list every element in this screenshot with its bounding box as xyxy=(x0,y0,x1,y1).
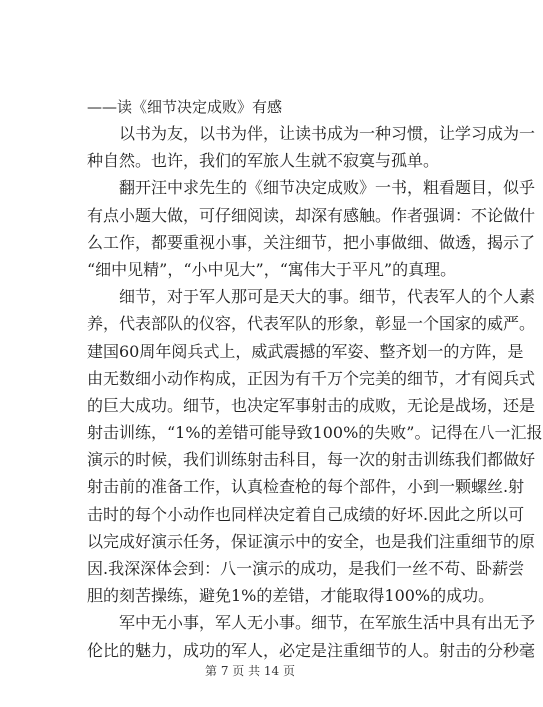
body-line: 射击前的准备工作，认真检查枪的每个部件，小到一颗螺丝.射 xyxy=(87,477,525,497)
body-line: 伦比的魅力，成功的军人，必定是注重细节的人。射击的分秒毫 xyxy=(87,640,536,660)
body-line: 的巨大成功。细节，也决定军事射击的成败，无论是战场，还是 xyxy=(87,395,536,415)
body-line: 击时的每个小动作也同样决定着自己成绩的好坏.因此之所以可 xyxy=(87,504,525,524)
body-line: 因.我深深体会到：八一演示的成功，是我们一丝不苟、卧薪尝 xyxy=(87,559,525,578)
document-body xyxy=(87,94,543,664)
body-line: 演示的时候，我们训练射击科目，每一次的射击训练我们都做好 xyxy=(87,450,536,470)
body-line: 射击训练，“1%的差错可能导致100%的失败”。记得在八一汇报 xyxy=(87,423,543,443)
page-number-footer: 第 7 页 共 14 页 xyxy=(205,664,295,678)
document-subtitle: ——读《细节决定成败》有感 xyxy=(87,98,283,116)
body-line: 细节，对于军人那可是天大的事。细节，代表军人的个人素 xyxy=(87,287,536,307)
body-line: 胆的刻苦操练，避免1%的差错，才能取得100%的成功。 xyxy=(87,586,495,606)
body-line: 翻开汪中求先生的《细节决定成败》一书，粗看题目，似乎 xyxy=(87,178,536,198)
body-line: 以完成好演示任务，保证演示中的安全，也是我们注重细节的原 xyxy=(87,531,536,551)
body-line: 建国60周年阅兵式上，威武震撼的军姿、整齐划一的方阵，是 xyxy=(87,341,524,361)
body-line: 养，代表部队的仪容，代表军队的形象，彰显一个国家的威严。 xyxy=(87,314,536,334)
body-line: 种自然。也许，我们的军旅人生就不寂寞与孤单。 xyxy=(87,151,440,171)
body-line: 有点小题大做，可仔细阅读，却深有感触。作者强调：不论做什 xyxy=(87,205,536,225)
body-line: 军中无小事，军人无小事。细节，在军旅生活中具有出无予 xyxy=(87,613,536,633)
body-line: “细中见精”，“小中见大”，“寓伟大于平凡”的真理。 xyxy=(87,259,457,279)
body-line: 以书为友，以书为伴，让读书成为一种习惯，让学习成为一 xyxy=(87,124,536,143)
body-line: 由无数细小动作构成，正因为有千万个完美的细节，才有阅兵式 xyxy=(87,368,536,388)
body-line: 么工作，都要重视小事，关注细节，把小事做细、做透，揭示了 xyxy=(87,232,536,252)
